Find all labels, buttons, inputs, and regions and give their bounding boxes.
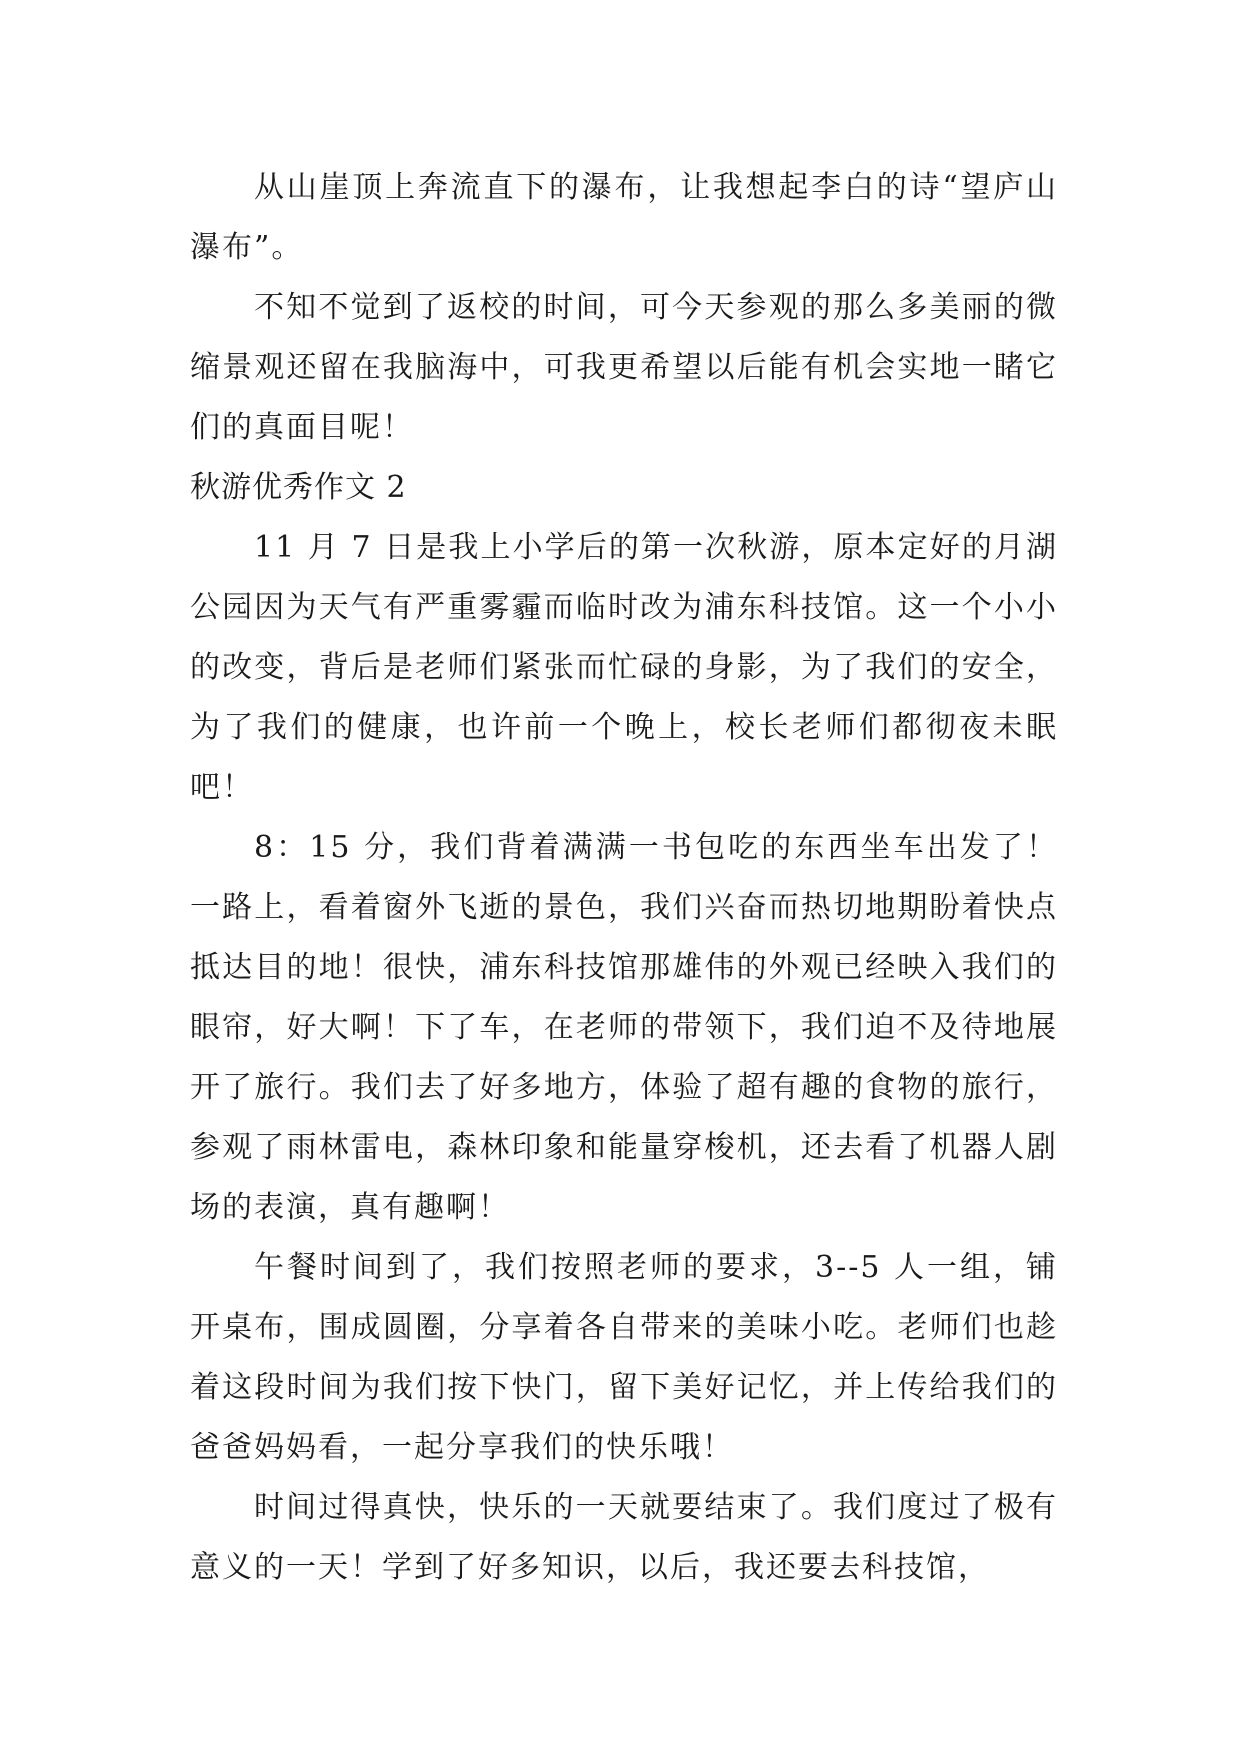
document-body xyxy=(190,158,1058,1598)
paragraph-waterfall: 从山崖顶上奔流直下的瀑布，让我想起李白的诗“望庐山瀑布”。 xyxy=(190,170,1058,265)
paragraph-return-school: 不知不觉到了返校的时间，可今天参观的那么多美丽的微缩景观还留在我脑海中，可我更希望以后能有机会实地一睹它们的真面目呢！ xyxy=(190,290,1058,445)
paragraph-ending: 时间过得真快，快乐的一天就要结束了。我们度过了极有意义的一天！学到了好多知识，以后，我还要去科技馆， xyxy=(190,1490,1058,1585)
paragraph-departure: 8：15 分，我们背着满满一书包吃的东西坐车出发了！一路上，看着窗外飞逝的景色，我们兴奋而热切地期盼着快点抵达目的地！很快，浦东科技馆那雄伟的外观已经映入我们的眼帘，好大啊！下了车，在老师的带领下，我们迫不及待地展开了旅行。我们去了好多地方，体验了超有趣的食物的旅行，参观了雨林雷电，森林印象和能量穿梭机，还去看了机器人剧场的表演，真有趣啊！ xyxy=(190,830,1058,1225)
paragraph-autumn-trip-intro: 11 月 7 日是我上小学后的第一次秋游，原本定好的月湖公园因为天气有严重雾霾而临时改为浦东科技馆。这一个小小的改变，背后是老师们紧张而忙碌的身影，为了我们的安全，为了我们的健康，也许前一个晚上，校长老师们都彻夜未眠吧！ xyxy=(190,530,1058,805)
paragraph-lunch: 午餐时间到了，我们按照老师的要求，3--5 人一组，铺开桌布，围成圆圈，分享着各自带来的美味小吃。老师们也趁着这段时间为我们按下快门，留下美好记忆，并上传给我们的爸爸妈妈看，一起分享我们的快乐哦！ xyxy=(190,1250,1058,1465)
essay-heading: 秋游优秀作文 2 xyxy=(190,470,407,505)
